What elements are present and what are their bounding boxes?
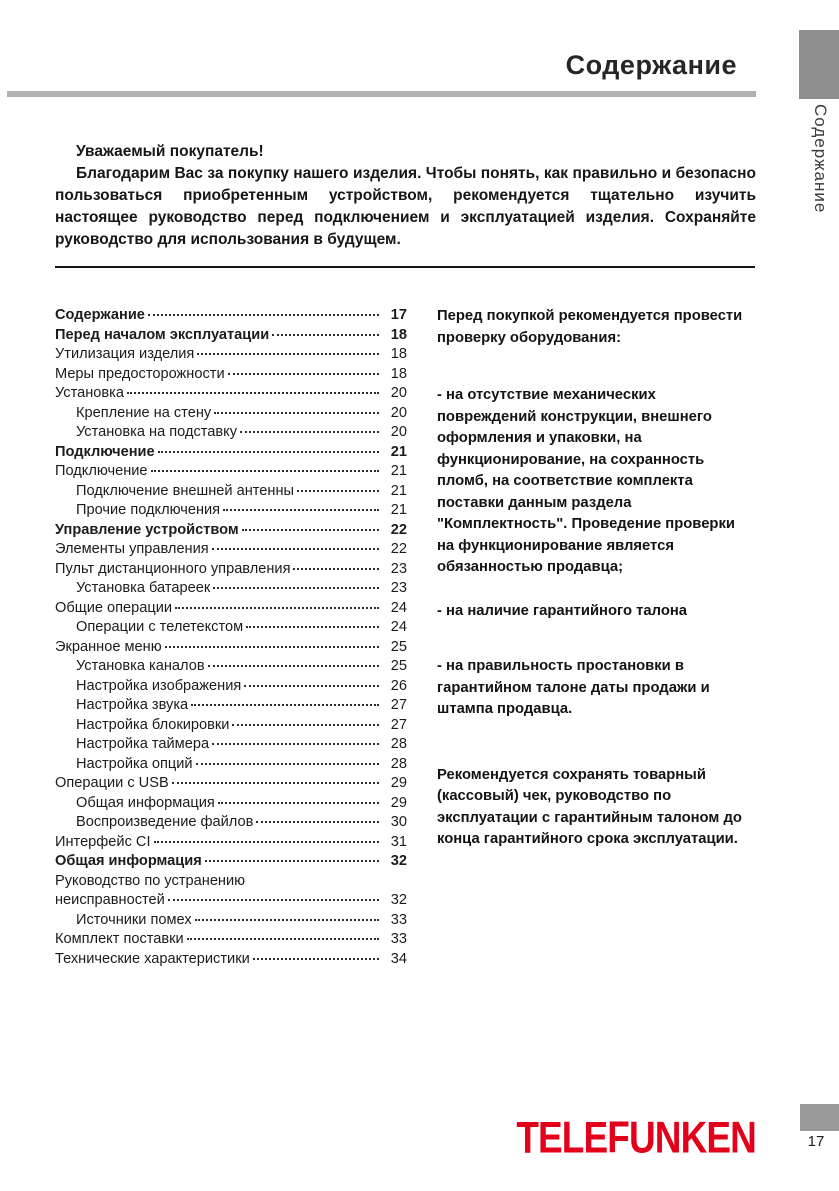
toc-row: [55, 950, 407, 970]
note-paragraph: Перед покупкой рекомендуется провести проверку оборудования:: [437, 308, 743, 346]
toc-row: [55, 657, 407, 677]
toc-row: [55, 326, 407, 346]
toc-entry-label: Утилизация изделия: [55, 346, 195, 362]
toc-entry-label: Установка на подставку: [76, 424, 238, 440]
toc-page-number: 28: [390, 736, 407, 752]
note-paragraph: Рекомендуется сохранять товарный (кассовый) чек, руководство по эксплуатации с гарантийным талоном до конца гарантийного срока эксплуатации.: [437, 766, 742, 847]
toc-entry-label: Технические характеристики: [55, 950, 250, 967]
toc-row: [55, 813, 407, 833]
toc-page-number: 21: [390, 482, 407, 499]
toc-entry-label: Установка: [55, 385, 124, 401]
toc-page-number: 33: [390, 911, 407, 928]
toc-row: [55, 716, 407, 736]
toc-entry-label: Содержание: [55, 307, 145, 323]
toc-row: [55, 521, 407, 541]
toc-row: [55, 911, 407, 931]
toc-entry-label: Общая информация: [76, 794, 215, 811]
toc-page-number: 24: [390, 599, 407, 616]
toc-page-number: 21: [390, 463, 407, 479]
toc-row: [55, 794, 407, 814]
toc-row: [55, 423, 407, 443]
toc-page-number: 32: [390, 853, 407, 869]
toc-entry-label: Комплект поставки: [55, 931, 184, 947]
side-tab-label: Содержание: [811, 104, 830, 214]
toc-entry-label: Настройка изображения: [76, 677, 242, 694]
toc-page-number: 22: [390, 521, 407, 538]
section-divider: [55, 266, 755, 268]
toc-page-number: 18: [390, 326, 407, 343]
toc-row: [55, 872, 407, 892]
toc-page-number: 32: [390, 892, 407, 908]
toc-page-number: 23: [390, 580, 407, 596]
toc-row: [55, 384, 407, 404]
toc-page-number: 27: [390, 697, 407, 713]
toc-page-number: 21: [390, 443, 407, 460]
toc-page-number: 20: [390, 424, 407, 440]
toc-page-number: 25: [390, 658, 407, 674]
toc-entry-label: Настройка блокировки: [76, 716, 230, 733]
toc-page-number: 18: [390, 365, 407, 382]
page-number: 17: [807, 1133, 825, 1150]
toc-page-number: 20: [390, 385, 407, 401]
toc-row: [55, 560, 407, 580]
toc-row: [55, 852, 407, 872]
toc-entry-label: Установка каналов: [76, 658, 205, 674]
toc-row: [55, 462, 407, 482]
toc-entry-label: Крепление на стену: [76, 404, 212, 421]
toc-entry-label: Экранное меню: [55, 638, 162, 655]
table-of-contents: [55, 306, 407, 969]
page-title: Содержание: [565, 50, 737, 80]
toc-row: [55, 579, 407, 599]
toc-entry-label: Общие операции: [55, 599, 173, 616]
toc-entry-label: Настройка таймера: [76, 736, 210, 752]
toc-row: [55, 482, 407, 502]
toc-page-number: 27: [390, 716, 407, 733]
toc-page-number: 30: [390, 814, 407, 830]
toc-row: [55, 618, 407, 638]
toc-entry-label: Подключение: [55, 463, 148, 479]
toc-row: [55, 833, 407, 853]
toc-entry-label: Подключение внешней антенны: [76, 482, 295, 499]
note-paragraph: - на отсутствие механических повреждений конструкции, внешнего оформления и упаковки, на функционирование, на сохранность пломб, на соответствие комплекта поставки данным раздела "Комплектность". Проведение проверки на функционирование является обязанностью продавца;: [437, 387, 735, 575]
toc-page-number: 28: [390, 755, 407, 772]
toc-entry-label: Управление устройством: [55, 521, 239, 538]
toc-page-number: 26: [390, 677, 407, 694]
toc-entry-label: Общая информация: [55, 853, 202, 869]
toc-row: [55, 930, 407, 950]
toc-entry-label: Интерфейс CI: [55, 833, 151, 850]
toc-entry-label: Перед началом эксплуатации: [55, 326, 270, 343]
toc-page-number: 29: [390, 775, 407, 791]
toc-entry-label: Воспроизведение файлов: [76, 814, 254, 830]
bottom-tab-marker: [800, 1104, 839, 1131]
toc-row: [55, 696, 407, 716]
intro-greeting: Уважаемый покупатель!: [76, 143, 264, 160]
toc-row: [55, 345, 407, 365]
toc-row: [55, 404, 407, 424]
toc-page-number: 31: [390, 833, 407, 850]
toc-page-number: 18: [390, 346, 407, 362]
header-rule: [7, 91, 756, 97]
toc-entry-label: Настройка звука: [76, 697, 189, 713]
toc-row: [55, 599, 407, 619]
toc-row: [55, 735, 407, 755]
side-tab-marker: [799, 30, 839, 99]
toc-page-number: 33: [390, 931, 407, 947]
brand-logo: TELEFUNKEN: [516, 1112, 756, 1163]
toc-row: [55, 306, 407, 326]
toc-entry-label: Пульт дистанционного управления: [55, 560, 291, 577]
toc-page-number: 21: [390, 502, 407, 518]
toc-page-number: 25: [390, 638, 407, 655]
toc-row: [55, 677, 407, 697]
toc-row: [55, 774, 407, 794]
toc-entry-label: неисправностей: [55, 892, 165, 908]
toc-page-number: 34: [390, 950, 407, 967]
content-columns: [55, 306, 756, 969]
toc-entry-label: Установка батареек: [76, 580, 211, 596]
toc-entry-label: Операции с телетекстом: [76, 619, 244, 635]
toc-entry-label: Операции с USB: [55, 775, 169, 791]
toc-page-number: 29: [390, 794, 407, 811]
pre-purchase-notes: [437, 306, 756, 969]
note-paragraph: - на наличие гарантийного талона: [437, 602, 688, 619]
toc-entry-label: Прочие подключения: [76, 502, 221, 518]
toc-entry-label: Элементы управления: [55, 541, 209, 557]
toc-page-number: 22: [390, 541, 407, 557]
toc-entry-label: Меры предосторожности: [55, 365, 225, 382]
note-paragraph: - на правильность простановки в гарантийном талоне даты продажи и штампа продавца.: [437, 658, 710, 717]
toc-entry-label: Подключение: [55, 443, 155, 460]
toc-entry-label: Настройка опций: [76, 755, 193, 772]
toc-row: [55, 443, 407, 463]
toc-row: [55, 891, 407, 911]
toc-row: [55, 638, 407, 658]
toc-page-number: 17: [390, 307, 407, 323]
intro-block: [55, 141, 756, 251]
toc-row: [55, 501, 407, 521]
toc-entry-label: Источники помех: [76, 911, 192, 928]
toc-page-number: 24: [390, 619, 407, 635]
toc-row: [55, 755, 407, 775]
toc-row: [55, 365, 407, 385]
intro-body: Благодарим Вас за покупку нашего изделия. Чтобы понять, как правильно и безопасно пользоваться приобретенным устройством, рекомендуется тщательно изучить настоящее руководство перед подключением и эксплуатацией изделия. Сохраняйте руководство для использования в будущем.: [55, 165, 756, 248]
toc-page-number: 23: [390, 560, 407, 577]
toc-entry-label: Руководство по устранению: [55, 872, 246, 889]
toc-page-number: 20: [390, 404, 407, 421]
toc-row: [55, 540, 407, 560]
